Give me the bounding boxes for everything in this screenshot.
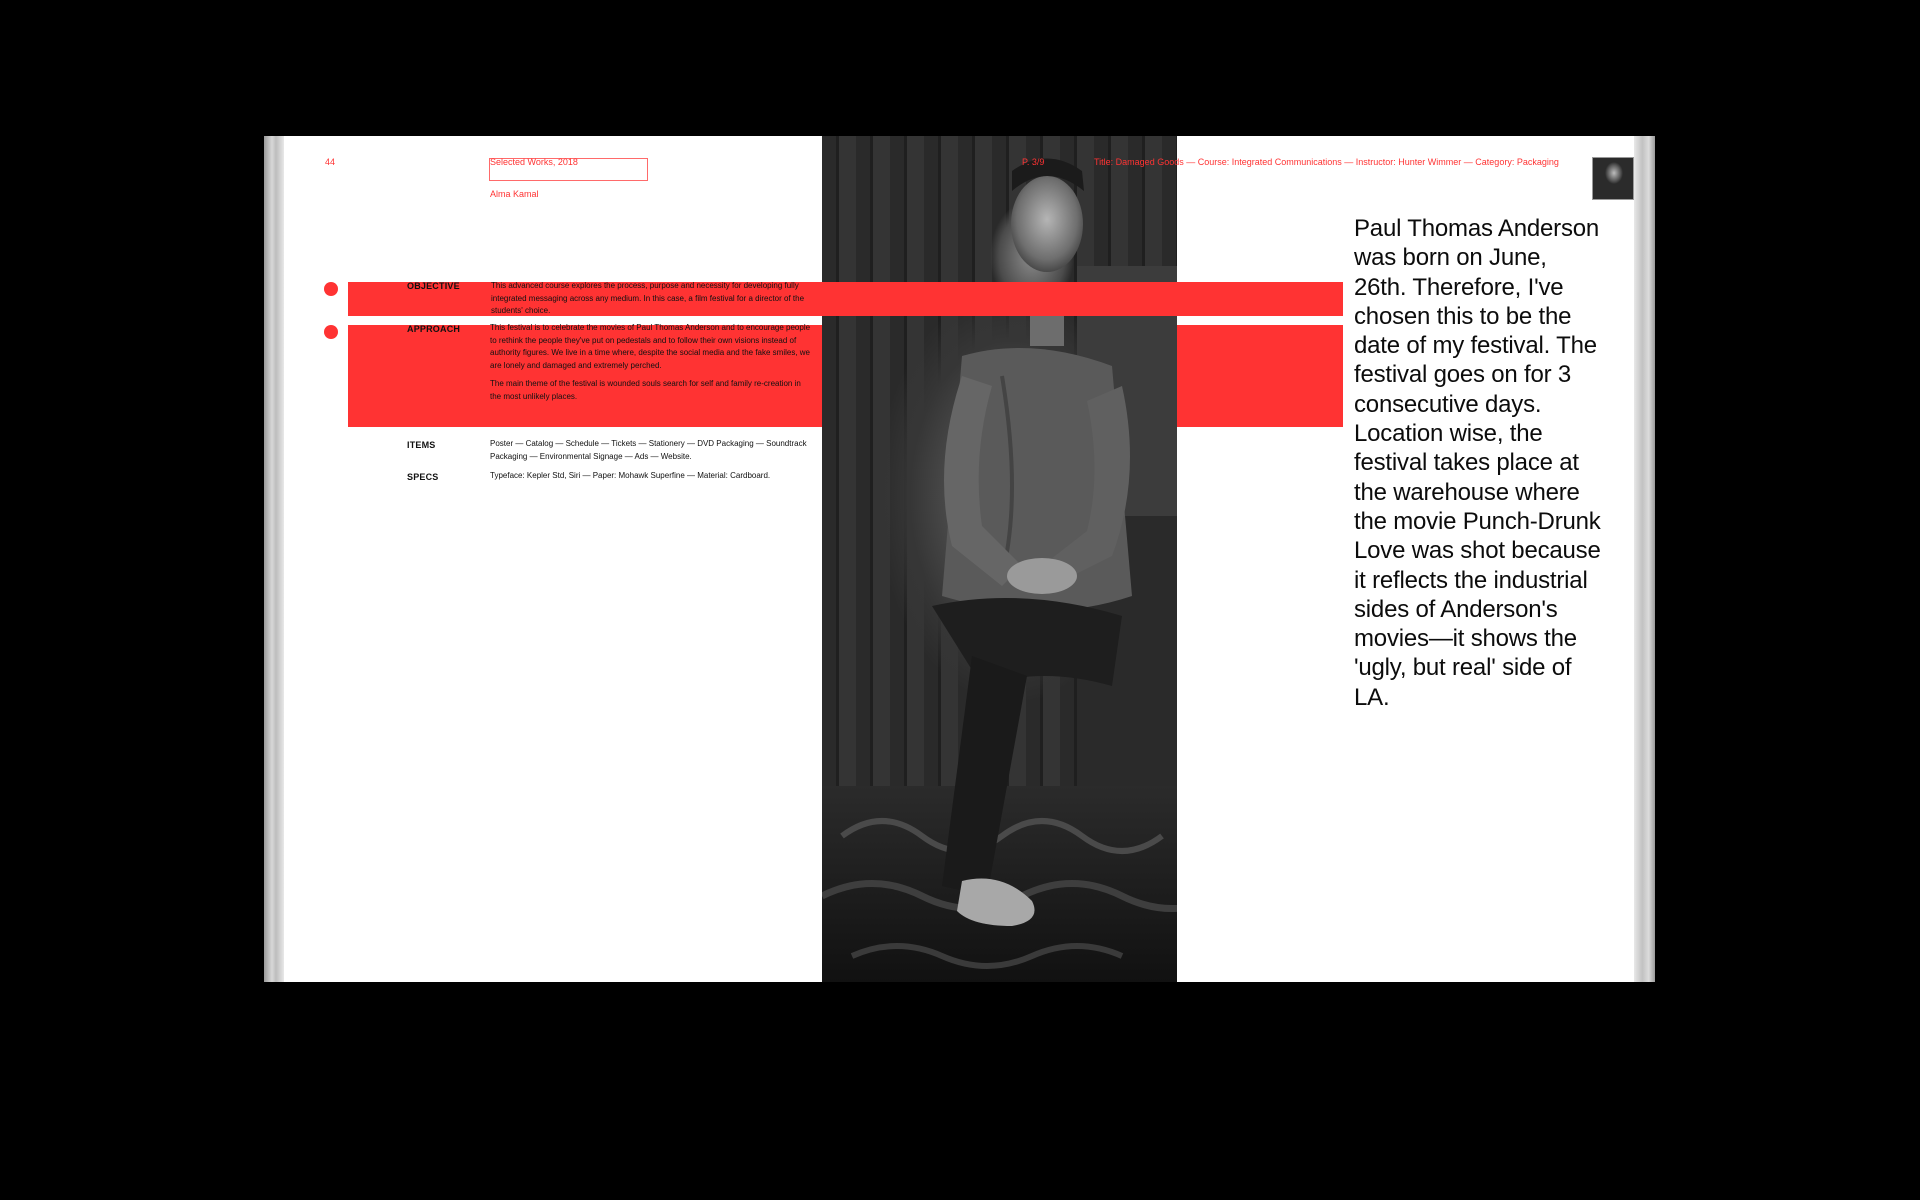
section-label-objective: OBJECTIVE bbox=[407, 281, 460, 291]
portrait-photo bbox=[822, 136, 1177, 982]
paragraph: This festival is to celebrate the movies of Paul Thomas Anderson and to encourage people to rethink the people they've put on pedestals and to follow their own visions instead of authority figures. We live in a time where, despite the social media and the fake smiles, we are lonely and damaged and extremely perched. bbox=[490, 323, 811, 370]
paragraph: The main theme of the festival is wounded souls search for self and family re-creation in the most unlikely places. bbox=[490, 379, 801, 401]
section-text-approach bbox=[490, 322, 812, 409]
author-name: Alma Kamal bbox=[490, 189, 539, 199]
portrait-thumbnail bbox=[1592, 157, 1634, 200]
section-label-approach: APPROACH bbox=[407, 324, 461, 334]
book-edge-left bbox=[264, 136, 284, 982]
section-text-specs bbox=[490, 470, 820, 489]
bullet-dot-approach bbox=[324, 325, 338, 339]
section-text-items bbox=[490, 438, 812, 469]
bullet-dot-objective bbox=[324, 282, 338, 296]
book-edge-right bbox=[1634, 136, 1655, 982]
header-title: Selected Works, 2018 bbox=[490, 157, 578, 167]
page-reference: P. 3/9 bbox=[1022, 157, 1045, 167]
paragraph: Poster — Catalog — Schedule — Tickets — Stationery — DVD Packaging — Soundtrack Packaging — Environmental Signage — Ads — Website. bbox=[490, 439, 807, 461]
portrait-illustration bbox=[822, 136, 1177, 982]
highlight-bar-approach-right bbox=[1177, 325, 1343, 427]
section-label-specs: SPECS bbox=[407, 472, 439, 482]
paragraph: This advanced course explores the process, purpose and necessity for developing fully integrated messaging across any medium. In this case, a film festival for a director of the students' choice. bbox=[491, 281, 805, 315]
project-meta-line: Title: Damaged Goods — Course: Integrated Communications — Instructor: Hunter Wimmer — Category: Packaging bbox=[1094, 157, 1559, 167]
left-page bbox=[284, 136, 822, 982]
section-label-items: ITEMS bbox=[407, 440, 436, 450]
paragraph: Typeface: Kepler Std, Siri — Paper: Mohawk Superfine — Material: Cardboard. bbox=[490, 471, 771, 480]
feature-paragraph: Paul Thomas Anderson was born on June, 26th. Therefore, I've chosen this to be the date of my festival. The festival goes on for 3 consecutive days. Location wise, the festival takes place at the warehouse where the movie Punch-Drunk Love was shot because it reflects the industrial sides of Anderson's movies—it shows the 'ugly, but real' side of LA. bbox=[1354, 215, 1601, 711]
section-text-objective bbox=[491, 280, 813, 324]
page-number: 44 bbox=[325, 157, 336, 167]
